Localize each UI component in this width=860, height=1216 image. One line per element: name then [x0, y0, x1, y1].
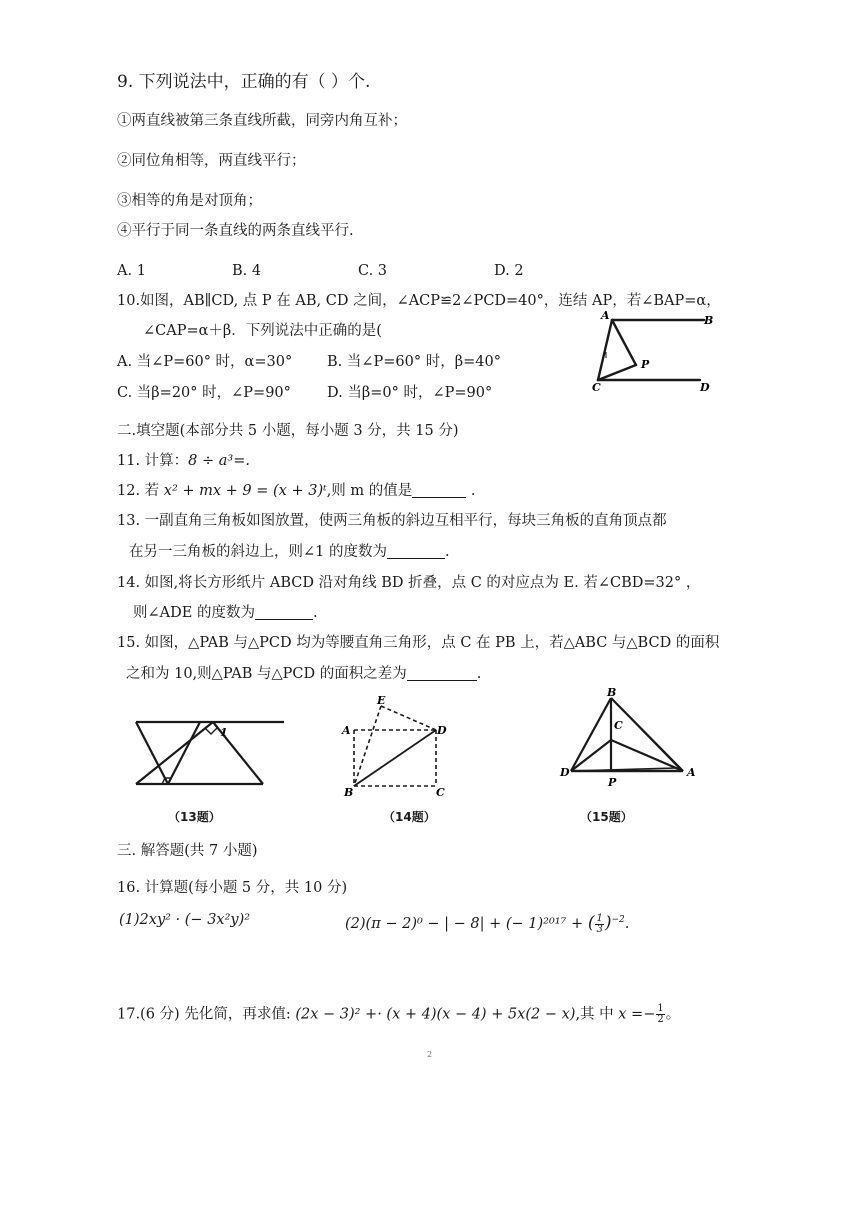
- q9-option-d: D. 2: [494, 263, 524, 279]
- q9-option-b: B. 4: [232, 263, 262, 279]
- q9-item-4: ④平行于同一条直线的两条直线平行.: [117, 223, 354, 239]
- section-3-heading: 三. 解答题(共 7 小题): [117, 843, 258, 859]
- q10-line-2: ∠CAP=α＋β．下列说法中正确的是(: [143, 323, 382, 339]
- q16-exponent: −2: [611, 915, 625, 925]
- q17-end: 。: [665, 1006, 681, 1023]
- q17: [117, 1004, 680, 1025]
- q13-answer-blank[interactable]: [387, 544, 445, 559]
- fig15-label-b: B: [607, 686, 617, 699]
- fig14-label-b: B: [344, 786, 354, 799]
- q9-title: 9. 下列说法中，正确的有（ ）个.: [117, 72, 371, 92]
- q10-figure: [588, 306, 718, 398]
- q16-frac-numerator: 1: [596, 912, 603, 924]
- q10-label-b: B: [704, 314, 714, 327]
- fig14-label-c: C: [436, 786, 445, 799]
- q12-end: .: [466, 483, 476, 499]
- q9-option-a: A. 1: [117, 263, 146, 279]
- q15-line-1: 15. 如图，△PAB 与△PCD 均为等腰直角三角形，点 C 在 PB 上，若△ABC 与△BCD 的面积: [117, 635, 720, 651]
- q15-line-2-text: 之和为 10,则△PAB 与△PCD 的面积之差为: [126, 666, 407, 682]
- q12-expression: x² + mx + 9 = (x + 3)ᵗ: [163, 483, 327, 499]
- q12-answer-blank[interactable]: [412, 483, 466, 498]
- section-2-heading: 二.填空题(本部分共 5 小题，每小题 3 分，共 15 分): [117, 423, 459, 439]
- q10-option-c: C. 当β=20° 时，∠P=90°: [117, 385, 291, 401]
- q17-x-value: x =−: [618, 1006, 656, 1023]
- q9-option-c: C. 3: [358, 263, 388, 279]
- fig15-label-d: D: [560, 766, 570, 779]
- figure-14: [336, 692, 456, 802]
- q15-answer-blank[interactable]: [407, 666, 477, 681]
- fig15-label-c: C: [614, 719, 623, 732]
- q10-option-a: A. 当∠P=60° 时，α=30°: [117, 354, 293, 370]
- q9-item-1: ①两直线被第三条直线所截，同旁内角互补；: [117, 113, 407, 129]
- fig14-label-e: E: [377, 694, 386, 707]
- q12-suffix: ,则 m 的值是: [326, 483, 413, 499]
- q14-line-2: [133, 604, 318, 622]
- q17-frac-numerator: 1: [657, 1003, 664, 1014]
- q16-frac-denominator: 3: [596, 923, 603, 935]
- q16-part-1: (1)2xy² · (− 3x²y)²: [119, 912, 251, 928]
- figure-14-caption: （14题）: [383, 810, 436, 824]
- q10-option-d: D. 当β=0° 时，∠P=90°: [327, 385, 493, 401]
- q10-line-1: 10.如图，AB∥CD, 点 P 在 AB, CD 之间，∠ACP≌2∠PCD=40°，连结 AP，若∠BAP=α，: [117, 293, 721, 309]
- q14-line-1: 14. 如图,将长方形纸片 ABCD 沿对角线 BD 折叠，点 C 的对应点为 E. 若∠CBD=32° ，: [117, 575, 701, 591]
- q9-item-3: ③相等的角是对顶角；: [117, 193, 262, 209]
- q14-answer-blank[interactable]: [255, 605, 313, 620]
- figure-15: [556, 684, 706, 794]
- q10-option-b: B. 当∠P=60° 时，β=40°: [327, 354, 501, 370]
- q10-label-a: A: [601, 309, 610, 322]
- q16-part-2-end: .: [624, 916, 630, 932]
- fig14-label-a: A: [342, 724, 351, 737]
- q14-end: .: [312, 605, 318, 621]
- q16-part-2: (2)(π − 2)⁰ − | − 8| + (− 1)²⁰¹⁷ + ( $\frac{1}{3}$ )$^{-2}$.: [345, 912, 630, 935]
- q13-end: .: [444, 544, 450, 560]
- q13-line-1: 13. 一副直角三角板如图放置，使两三角板的斜边互相平行，每块三角板的直角顶点都: [117, 513, 667, 529]
- q12: [117, 482, 475, 500]
- fig13-angle-label: 1: [220, 726, 228, 739]
- figure-15-caption: （15题）: [580, 810, 633, 824]
- q10-label-d: D: [700, 381, 710, 394]
- q16-title: 16. 计算题(每小题 5 分，共 10 分): [117, 880, 348, 896]
- fig15-label-p: P: [608, 776, 617, 789]
- q17-frac-denominator: 2: [657, 1014, 664, 1025]
- q13-line-2-text: 在另一三角板的斜边上，则∠1 的度数为: [129, 544, 387, 560]
- q13-line-2: [129, 543, 450, 561]
- q10-label-p: P: [641, 358, 650, 371]
- q16-part-2-main: (2)(π − 2)⁰ − | − 8| + (− 1)²⁰¹⁷ +: [345, 916, 588, 932]
- figure-13-caption: （13题）: [168, 810, 221, 824]
- q11-expression: 8 ÷ a³=.: [188, 453, 250, 469]
- fig15-label-a: A: [687, 766, 696, 779]
- q17-expression: (2x − 3)² +· (x + 4)(x − 4) + 5x(2 − x): [295, 1006, 576, 1023]
- figure-13: [128, 712, 293, 792]
- q11-prefix: 11. 计算：: [117, 453, 189, 469]
- q14-line-2-text: 则∠ADE 的度数为: [133, 605, 255, 621]
- q12-prefix: 12. 若: [117, 483, 164, 499]
- page-number: 2: [427, 1050, 433, 1059]
- q15-end: .: [476, 666, 482, 682]
- fig14-label-d: D: [437, 724, 447, 737]
- q17-mid: ,其 中: [575, 1006, 619, 1023]
- q15-line-2: [126, 665, 481, 683]
- q11: [117, 452, 250, 470]
- q10-label-c: C: [592, 381, 601, 394]
- q17-prefix: 17.(6 分) 先化简，再求值:: [117, 1006, 296, 1023]
- q9-item-2: ②同位角相等，两直线平行；: [117, 153, 306, 169]
